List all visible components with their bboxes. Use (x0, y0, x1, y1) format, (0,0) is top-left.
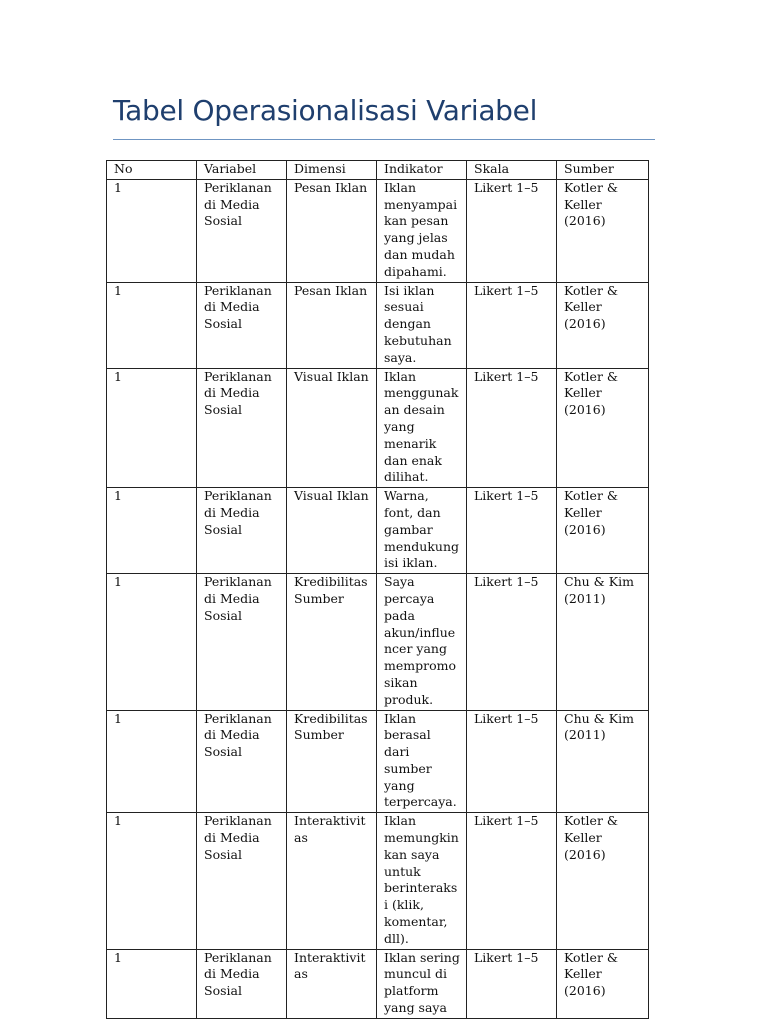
cell-dimensi: Kredibilitas Sumber (287, 710, 377, 813)
cell-sumber: Chu & Kim (2011) (557, 710, 649, 813)
table-row (107, 813, 649, 949)
cell-variabel: Periklanan di Media Sosial (197, 574, 287, 710)
title-underline (113, 139, 655, 140)
cell-dimensi: Pesan Iklan (287, 179, 377, 282)
cell-variabel: Periklanan di Media Sosial (197, 488, 287, 574)
cell-sumber: Kotler & Keller (2016) (557, 368, 649, 488)
table-row (107, 368, 649, 488)
cell-no: 1 (107, 813, 197, 949)
cell-indikator: Iklan sering muncul di platform yang saya (377, 949, 467, 1018)
cell-no: 1 (107, 179, 197, 282)
cell-indikator: Iklan menggunakan desain yang menarik dan enak dilihat. (377, 368, 467, 488)
cell-indikator: Iklan memungkinkan saya untuk berinteraksi (klik, komentar, dll). (377, 813, 467, 949)
table-row (107, 488, 649, 574)
cell-no: 1 (107, 368, 197, 488)
cell-dimensi: Visual Iklan (287, 488, 377, 574)
cell-sumber: Kotler & Keller (2016) (557, 949, 649, 1018)
cell-skala: Likert 1–5 (467, 574, 557, 710)
cell-variabel: Periklanan di Media Sosial (197, 710, 287, 813)
cell-sumber: Kotler & Keller (2016) (557, 813, 649, 949)
header-dimensi: Dimensi (287, 161, 377, 180)
cell-variabel: Periklanan di Media Sosial (197, 179, 287, 282)
table-row (107, 282, 649, 368)
cell-skala: Likert 1–5 (467, 282, 557, 368)
cell-dimensi: Kredibilitas Sumber (287, 574, 377, 710)
operationalization-table (106, 160, 649, 1019)
cell-no: 1 (107, 574, 197, 710)
cell-variabel: Periklanan di Media Sosial (197, 813, 287, 949)
cell-dimensi: Pesan Iklan (287, 282, 377, 368)
cell-indikator: Warna, font, dan gambar mendukung isi iklan. (377, 488, 467, 574)
cell-indikator: Iklan berasal dari sumber yang terpercaya. (377, 710, 467, 813)
cell-skala: Likert 1–5 (467, 488, 557, 574)
cell-variabel: Periklanan di Media Sosial (197, 282, 287, 368)
cell-dimensi: Interaktivitas (287, 813, 377, 949)
header-sumber: Sumber (557, 161, 649, 180)
cell-sumber: Kotler & Keller (2016) (557, 488, 649, 574)
cell-variabel: Periklanan di Media Sosial (197, 368, 287, 488)
table-header-row (107, 161, 649, 180)
cell-skala: Likert 1–5 (467, 179, 557, 282)
cell-dimensi: Visual Iklan (287, 368, 377, 488)
table-row (107, 179, 649, 282)
cell-no: 1 (107, 949, 197, 1018)
cell-dimensi: Interaktivitas (287, 949, 377, 1018)
page-title: Tabel Operasionalisasi Variabel (113, 94, 538, 127)
cell-sumber: Kotler & Keller (2016) (557, 179, 649, 282)
header-indikator: Indikator (377, 161, 467, 180)
table-row (107, 949, 649, 1018)
header-variabel: Variabel (197, 161, 287, 180)
cell-no: 1 (107, 282, 197, 368)
cell-skala: Likert 1–5 (467, 368, 557, 488)
cell-sumber: Kotler & Keller (2016) (557, 282, 649, 368)
cell-indikator: Iklan menyampaikan pesan yang jelas dan mudah dipahami. (377, 179, 467, 282)
cell-skala: Likert 1–5 (467, 710, 557, 813)
cell-variabel: Periklanan di Media Sosial (197, 949, 287, 1018)
header-no: No (107, 161, 197, 180)
table-row (107, 574, 649, 710)
cell-no: 1 (107, 710, 197, 813)
header-skala: Skala (467, 161, 557, 180)
cell-sumber: Chu & Kim (2011) (557, 574, 649, 710)
cell-indikator: Isi iklan sesuai dengan kebutuhan saya. (377, 282, 467, 368)
table-row (107, 710, 649, 813)
cell-skala: Likert 1–5 (467, 813, 557, 949)
cell-indikator: Saya percaya pada akun/influencer yang mempromosikan produk. (377, 574, 467, 710)
cell-no: 1 (107, 488, 197, 574)
cell-skala: Likert 1–5 (467, 949, 557, 1018)
